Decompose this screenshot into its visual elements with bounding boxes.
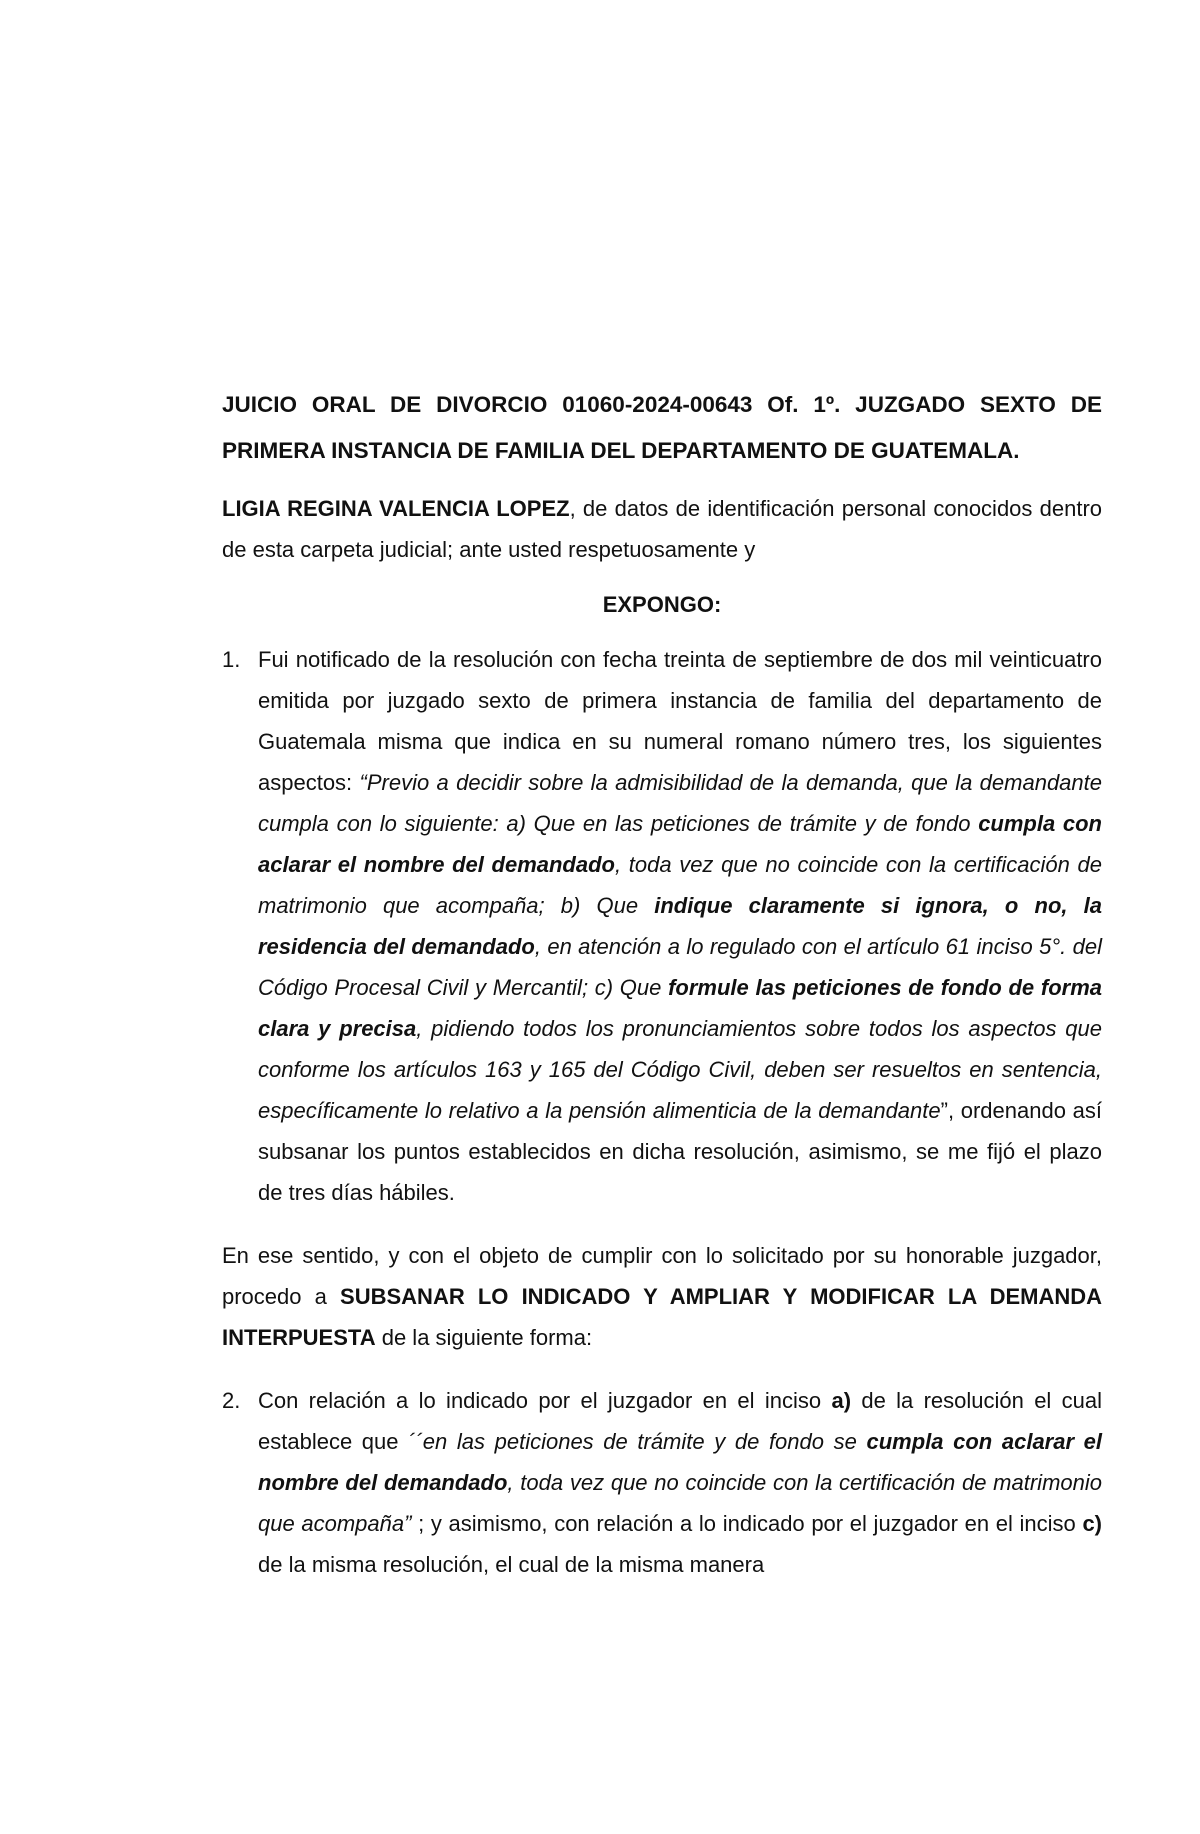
paragraph-subsanar: En ese sentido, y con el objeto de cumplir con lo solicitado por su honorable juzgador, procedo a SUBSANAR LO INDICADO Y AMPLIAR Y MODIFICAR LA DEMANDA INTERPUESTA de la siguiente forma: [222, 1243, 1103, 1350]
list-item-number: 1. [222, 647, 241, 672]
intro-text: , de datos de identificación personal conocidos dentro de esta carpeta judicial; ante usted respetuosamente y [222, 496, 1103, 562]
petitioner-name: LIGIA REGINA VALENCIA LOPEZ [222, 496, 570, 521]
quoted-resolution: ´´en las peticiones de trámite y de fondo se cumpla con aclarar el nombre del demandado, toda vez que no coincide con la certificación de matrimonio que acompaña” [258, 1429, 1102, 1536]
case-heading-line-1: JUICIO ORAL DE DIVORCIO 01060-2024-00643 Of. 1º. JUZGADO SEXTO DE [222, 392, 1102, 417]
quoted-resolution: “Previo a decidir sobre la admisibilidad de la demanda, que la demandante cumpla con lo siguiente: a) Que en las peticiones de trámite y de fondo cumpla con aclarar el nombre del demandado, toda vez que no coincide con la certificación de matrimonio que acompaña; b) Que indique claramente si ignora, o no, la residencia del demandado, en atención a lo regulado con el artículo 61 inciso 5°. del Código Procesal Civil y Mercantil; c) Que formule las peticiones de fondo de forma clara y precisa, pidiendo todos los pronunciamientos sobre todos los aspectos que conforme los artículos 163 y 165 del Código Civil, deben ser resueltos en sentencia, específicamente lo relativo a la pensión alimenticia de la demandante [258, 770, 1103, 1123]
list-item-number: 2. [222, 1388, 241, 1413]
case-heading-line-2: PRIMERA INSTANCIA DE FAMILIA DEL DEPARTAMENTO DE GUATEMALA. [222, 438, 1020, 463]
list-item-text: Con relación a lo indicado por el juzgador en el inciso a) de la resolución el cual establece que ´´en las peticiones de trámite y de fondo se cumpla con aclarar el nombre del demandado, toda vez que no coincide con la certificación de matrimonio que acompaña” ; y asimismo, con relación a lo indicado por el juzgador en el inciso c) de la misma resolución, el cual de la misma manera [258, 1388, 1102, 1577]
list-item-2 [222, 1380, 1102, 1585]
list-item-text: Fui notificado de la resolución con fecha treinta de septiembre de dos mil veinticuatro emitida por juzgado sexto de primera instancia de familia del departamento de Guatemala misma que indica en su numeral romano número tres, los siguientes aspectos: “Previo a decidir sobre la admisibilidad de la demanda, que la demandante cumpla con lo siguiente: a) Que en las peticiones de trámite y de fondo cumpla con aclarar el nombre del demandado, toda vez que no coincide con la certificación de matrimonio que acompaña; b) Que indique claramente si ignora, o no, la residencia del demandado, en atención a lo regulado con el artículo 61 inciso 5°. del Código Procesal Civil y Mercantil; c) Que formule las peticiones de fondo de forma clara y precisa, pidiendo todos los pronunciamientos sobre todos los aspectos que conforme los artículos 163 y 165 del Código Civil, deben ser resueltos en sentencia, específicamente lo relativo a la pensión alimenticia de la demandante”, ordenando así subsanar los puntos establecidos en dicha resolución, asimismo, se me fijó el plazo de tres días hábiles. [258, 647, 1103, 1205]
intro-paragraph [222, 488, 1102, 570]
list-item-1 [222, 639, 1102, 1213]
section-title: EXPONGO: [602, 592, 722, 617]
document-page [222, 382, 1102, 1585]
